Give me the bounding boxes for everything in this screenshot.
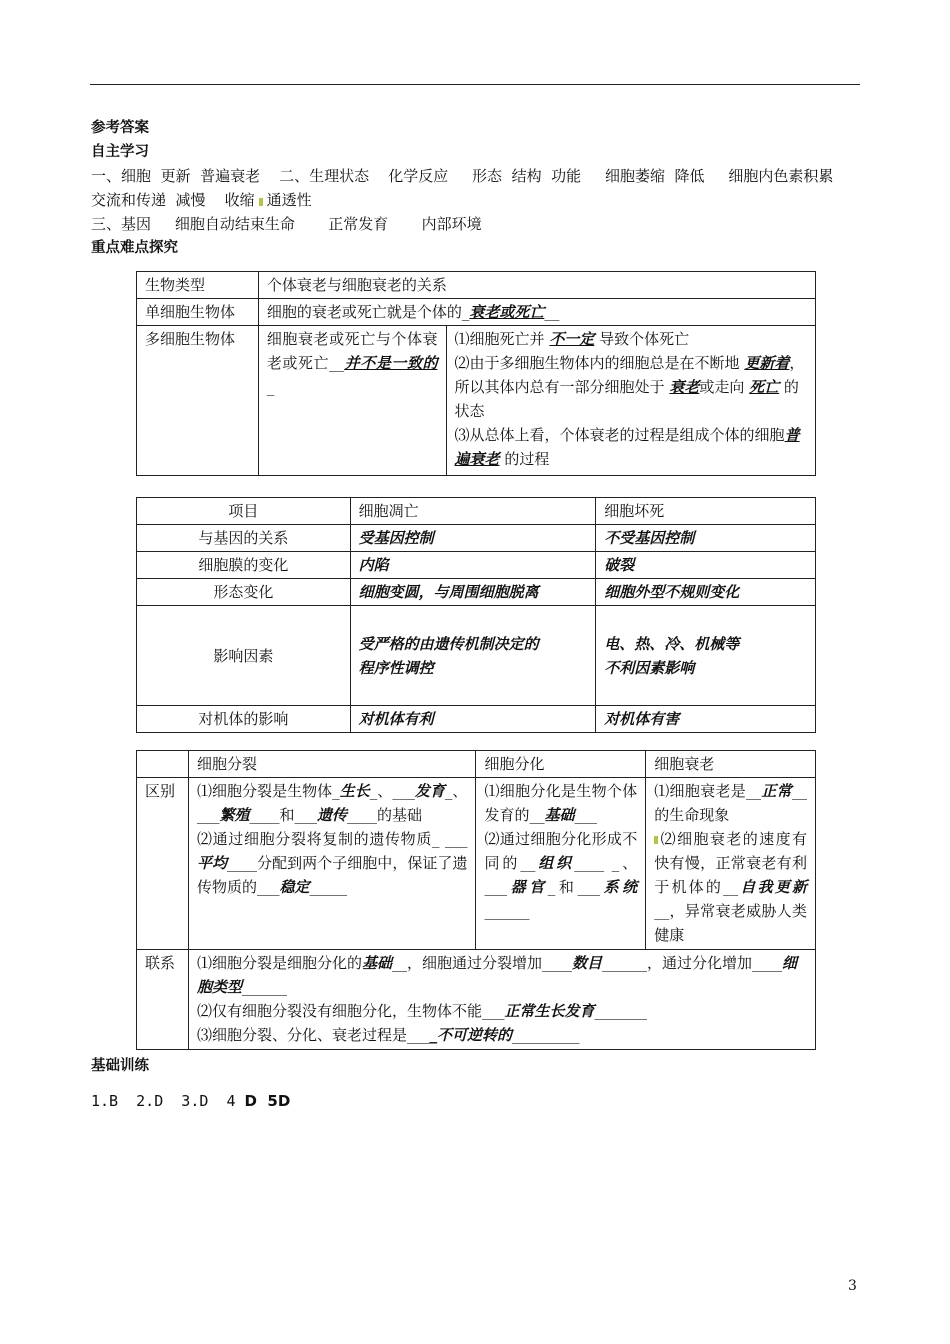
- answers-bold: D 5D: [244, 1092, 291, 1110]
- cell-text: __，异常衰老威胁人类健康: [654, 902, 807, 944]
- cell-paragraph: [654, 827, 807, 947]
- self-study-line-2a: 交流和传递 减慢 收缩: [91, 191, 255, 209]
- cell-text: ⑵由于多细胞生物体内的细胞总是在不断地: [454, 354, 745, 372]
- cell-text: _________: [511, 1026, 580, 1044]
- table-row: [137, 272, 816, 299]
- answer-line: 不利因素影响: [604, 658, 695, 677]
- table-cell: 与基因的关系: [137, 525, 351, 552]
- answer-text: 不一定: [549, 330, 595, 348]
- cell-text: ⑵通过细胞分化形成不同的__: [484, 830, 638, 872]
- table-cell: 单细胞生物体: [137, 299, 259, 326]
- cell-text: ⑵仅有细胞分裂没有细胞分化，生物体不能___: [196, 1002, 505, 1020]
- table-row: [137, 950, 816, 1050]
- table-header-cell: 细胞坏死: [596, 498, 816, 525]
- answer-text: 基础: [361, 954, 392, 972]
- answer-cell: 受基因控制: [350, 525, 596, 552]
- answer-text: 器官: [506, 878, 548, 896]
- table-header-cell: 细胞凋亡: [350, 498, 596, 525]
- table-cell: 影响因素: [137, 606, 351, 706]
- answer-text: 系统: [600, 878, 638, 896]
- document-body: [91, 118, 861, 258]
- answer-text: 死亡: [749, 378, 780, 396]
- cell-text: 的过程: [499, 450, 550, 468]
- table-apoptosis-vs-necrosis: [136, 497, 816, 733]
- cell-text: _和___: [547, 878, 600, 896]
- cell-text: ____的基础: [347, 806, 423, 824]
- answer-text: 更新着: [744, 354, 790, 372]
- cell-text: 或走向: [699, 378, 750, 396]
- answer-cell: 对机体有利: [350, 706, 596, 733]
- cell-paragraph: [197, 999, 807, 1023]
- cell-text: _、___: [196, 782, 468, 824]
- table-header-cell: 细胞分化: [476, 751, 646, 778]
- cell-text: 细胞衰老或死亡与个体衰老或死亡__: [266, 330, 438, 372]
- table-header-cell: [137, 751, 189, 778]
- table-cell: [476, 778, 646, 950]
- cell-text: ____和___: [249, 806, 317, 824]
- table-cell: 形态变化: [137, 579, 351, 606]
- self-study-line-1: 一、细胞 更新 普遍衰老 二、生理状态 化学反应 形态 结构 功能 细胞萎缩 降低 细胞内色素积累: [91, 167, 834, 185]
- table-cell: [646, 778, 816, 950]
- cell-text: _、___: [369, 782, 415, 800]
- cell-text: _: [461, 303, 470, 321]
- cell-paragraph: [197, 1023, 807, 1047]
- answer-text: 衰老或死亡: [469, 303, 545, 321]
- table-cell: 细胞膜的变化: [137, 552, 351, 579]
- answer-cell: [596, 606, 816, 706]
- cell-text: _______: [594, 1002, 647, 1020]
- cell-paragraph: [484, 827, 637, 923]
- answer-text: 发育: [414, 782, 445, 800]
- table-cell: 区别: [137, 778, 189, 950]
- section-title-self-study: 自主学习: [91, 144, 149, 160]
- answer-text: 基础: [544, 806, 575, 824]
- cell-text: _: [266, 378, 275, 396]
- answer-text: 稳定: [279, 878, 310, 896]
- answer-line: 程序性调控: [358, 658, 434, 677]
- table-row: [137, 498, 816, 525]
- answer-cell: 对机体有害: [596, 706, 816, 733]
- cell-text: ⑴细胞死亡并: [454, 330, 550, 348]
- section-title-basic-training: 基础训练: [91, 1058, 149, 1074]
- cell-text: ⑶细胞分裂、分化、衰老过程是___: [196, 1026, 430, 1044]
- table-header-cell: 细胞分裂: [188, 751, 476, 778]
- answer-line: 受严格的由遗传机制决定的: [358, 634, 539, 653]
- cell-text: 导致个体死亡: [594, 330, 690, 348]
- table-row: [137, 706, 816, 733]
- table-row: [137, 606, 816, 706]
- table-division-differentiation-aging: [136, 750, 816, 1050]
- answer-text: 并不是一致的: [344, 354, 438, 372]
- cell-text: ⑴细胞分裂是生物体_: [196, 782, 340, 800]
- answer-text: 衰老: [669, 378, 700, 396]
- cell-text: ⑴细胞分化是生物个体发育的__: [484, 782, 638, 824]
- table-row: [137, 778, 816, 950]
- table-header-cell: 细胞衰老: [646, 751, 816, 778]
- table-row: [137, 579, 816, 606]
- table-cell: [258, 299, 815, 326]
- table-aging-relationship: [136, 271, 816, 476]
- cell-paragraph: [455, 327, 807, 351]
- cell-text: ______: [484, 902, 530, 920]
- cell-text: ⑴细胞分裂是细胞分化的: [196, 954, 362, 972]
- answers-plain: 1.B 2.D 3.D 4: [91, 1092, 236, 1110]
- cell-paragraph: [484, 779, 637, 827]
- cell-text: ______: [241, 978, 287, 996]
- page-number: 3: [848, 1278, 857, 1294]
- answer-text: 繁殖: [219, 806, 250, 824]
- table-header-cell: 个体衰老与细胞衰老的关系: [258, 272, 815, 299]
- answer-line: 电、热、冷、机械等: [604, 634, 740, 653]
- answer-text: 平均: [196, 854, 228, 872]
- cell-text: _____: [309, 878, 347, 896]
- cell-text: ⑵细胞衰老的速度有快有慢，正常衰老有利于机体的__: [654, 830, 807, 896]
- cell-text: __，细胞通过分裂增加____: [391, 954, 572, 972]
- answer-cell: 内陷: [350, 552, 596, 579]
- table-cell: [188, 778, 476, 950]
- table-cell: 联系: [137, 950, 189, 1050]
- cell-paragraph: [455, 423, 807, 471]
- answer-cell: [350, 606, 596, 706]
- answer-text: 普遍衰老: [454, 426, 800, 468]
- answer-cell: 细胞变圆，与周围细胞脱离: [350, 579, 596, 606]
- answer-text: 正常: [761, 782, 792, 800]
- table-row: [137, 326, 816, 476]
- answer-cell: 破裂: [596, 552, 816, 579]
- table-row: [137, 525, 816, 552]
- table-cell: [188, 950, 815, 1050]
- cell-text: 的状态: [454, 378, 799, 420]
- cell-text: ___: [574, 806, 597, 824]
- answer-text: _不可逆转的: [429, 1026, 512, 1044]
- table-cell: 多细胞生物体: [137, 326, 259, 476]
- header-rule: [90, 84, 860, 85]
- cell-text: ____分配到两个子细胞中，保证了遗传物质的___: [196, 854, 468, 896]
- cell-text: ⑶从总体上看，个体衰老的过程是组成个体的细胞: [454, 426, 785, 444]
- cell-text: ____ _、___: [484, 854, 638, 896]
- table-header-cell: 项目: [137, 498, 351, 525]
- table-row: [137, 299, 816, 326]
- cell-text: ⑴细胞衰老是__: [654, 782, 762, 800]
- cell-paragraph: [197, 827, 468, 899]
- cell-paragraph: [455, 351, 807, 423]
- heading-reference-answers: 参考答案: [91, 120, 149, 136]
- answer-text: 组织: [535, 854, 575, 872]
- cell-text: __的生命现象: [654, 782, 807, 824]
- table-cell: [446, 326, 815, 476]
- answer-text: 自我更新: [738, 878, 807, 896]
- self-study-line-2: [91, 188, 861, 212]
- answer-text: 生长: [339, 782, 370, 800]
- table-cell: 对机体的影响: [137, 706, 351, 733]
- cell-text: ______，通过分化增加____: [602, 954, 783, 972]
- marker-icon: [654, 836, 658, 844]
- table-row: [137, 552, 816, 579]
- answer-text: 遗传: [316, 806, 347, 824]
- cell-text: ，所以其体内总有一部分细胞处于: [454, 354, 805, 396]
- cell-paragraph: [654, 779, 807, 827]
- self-study-line-3: 三、基因 细胞自动结束生命 正常发育 内部环境: [91, 215, 482, 233]
- cell-paragraph: [197, 951, 807, 999]
- table-row: [137, 751, 816, 778]
- answer-text: 细胞类型: [196, 954, 798, 996]
- marker-icon: [259, 198, 263, 206]
- answer-cell: 细胞外型不规则变化: [596, 579, 816, 606]
- answer-cell: 不受基因控制: [596, 525, 816, 552]
- answer-text: 正常生长发育: [504, 1002, 595, 1020]
- basic-training-answers: [91, 1091, 290, 1111]
- answer-text: 数目: [572, 954, 603, 972]
- cell-text: __: [544, 303, 560, 321]
- table-header-cell: 生物类型: [137, 272, 259, 299]
- section-title-key-points: 重点难点探究: [91, 240, 178, 256]
- cell-paragraph: [197, 779, 468, 827]
- self-study-line-2b: 通透性: [266, 191, 312, 209]
- cell-text: ⑵通过细胞分裂将复制的遗传物质_ ___: [196, 830, 468, 848]
- table-cell: [258, 326, 446, 476]
- cell-text: 细胞的衰老或死亡就是个体的: [266, 303, 462, 321]
